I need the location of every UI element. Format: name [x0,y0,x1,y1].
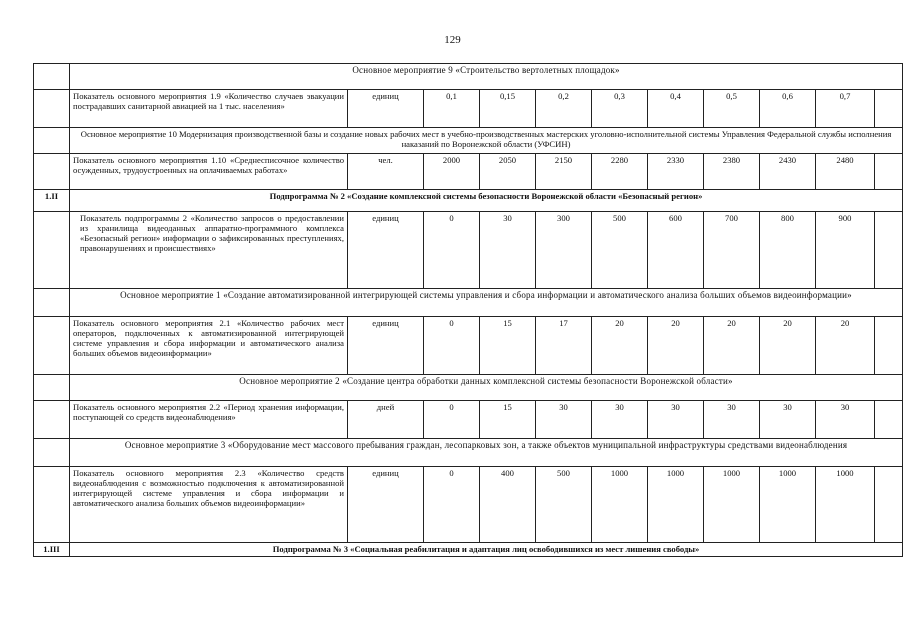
unit-cell: дней [348,401,424,439]
value-cell: 2380 [704,154,760,190]
value-cell: 30 [816,401,875,439]
value-cell: 2480 [816,154,875,190]
value-cell: 30 [536,401,592,439]
indicator-row [34,154,903,190]
activity-row [34,289,903,317]
activity-row [34,128,903,154]
value-cell: 2000 [424,154,480,190]
page-number: 129 [444,34,461,46]
indicator-name: Показатель основного мероприятия 2.3 «Количество средств видеонаблюдения с возможностью подключения к автоматизированной интегрирующей системе управления и сбора информации и автоматического анализа больших объемов видеоинформации» [70,467,348,543]
indicator-name: Показатель основного мероприятия 2.2 «Период хранения информации, поступающей со средств видеонаблюдения» [70,401,348,439]
value-cell: 600 [648,212,704,289]
code-cell [34,64,70,90]
unit-cell: единиц [348,212,424,289]
empty-cell [875,212,903,289]
value-cell: 2280 [592,154,648,190]
value-cell: 2430 [760,154,816,190]
value-cell: 20 [648,317,704,375]
value-cell: 20 [704,317,760,375]
empty-cell [875,401,903,439]
value-cell: 2050 [480,154,536,190]
value-cell: 0,3 [592,90,648,128]
code-cell [34,401,70,439]
code-cell [34,439,70,467]
value-cell: 0,15 [480,90,536,128]
value-cell: 30 [648,401,704,439]
empty-cell [875,467,903,543]
value-cell: 1000 [648,467,704,543]
subprogram-code: 1.II [34,190,70,212]
value-cell: 0,2 [536,90,592,128]
value-cell: 900 [816,212,875,289]
value-cell: 0,5 [704,90,760,128]
indicators-table [33,63,903,557]
value-cell: 0,7 [816,90,875,128]
value-cell: 2330 [648,154,704,190]
value-cell: 15 [480,317,536,375]
subprogram-code: 1.III [34,543,70,557]
indicator-name: Показатель основного мероприятия 2.1 «Количество рабочих мест операторов, подключенных к автоматизированной интегрирующей системе управления и сбора информации и автоматического анализа больших объемов видеоинформации» [70,317,348,375]
value-cell: 30 [704,401,760,439]
code-cell [34,90,70,128]
value-cell: 0,6 [760,90,816,128]
activity-row [34,375,903,401]
subprogram-row [34,543,903,557]
value-cell: 0 [424,467,480,543]
value-cell: 500 [536,467,592,543]
value-cell: 0 [424,212,480,289]
empty-cell [875,317,903,375]
value-cell: 20 [816,317,875,375]
value-cell: 15 [480,401,536,439]
empty-cell [875,154,903,190]
value-cell: 1000 [816,467,875,543]
value-cell: 0 [424,401,480,439]
indicator-row [34,317,903,375]
code-cell [34,467,70,543]
code-cell [34,154,70,190]
value-cell: 0,1 [424,90,480,128]
indicator-name: Показатель основного мероприятия 1.10 «Среднесписочное количество осужденных, трудоустроенных на оплачиваемых работах» [70,154,348,190]
activity-title: Основное мероприятие 3 «Оборудование мест массового пребывания граждан, лесопарковых зон, а также объектов муниципальной инфраструктуры средствами видеонаблюдения [70,439,903,467]
activity-title: Основное мероприятие 2 «Создание центра обработки данных комплексной системы безопасности Воронежской области» [70,375,903,401]
code-cell [34,128,70,154]
indicator-name: Показатель подпрограммы 2 «Количество запросов о предоставлении из хранилища видеоданных аппаратно-программного комплекса «Безопасный регион» информации о зафиксированных преступлениях, правонарушениях и происшествиях» [70,212,348,289]
value-cell: 800 [760,212,816,289]
indicator-row [34,212,903,289]
activity-title: Основное мероприятие 1 «Создание автоматизированной интегрирующей системы управления и сбора информации и автоматического анализа больших объемов видеоинформации» [70,289,903,317]
value-cell: 1000 [760,467,816,543]
value-cell: 30 [480,212,536,289]
indicator-row [34,90,903,128]
subprogram-row [34,190,903,212]
value-cell: 0,4 [648,90,704,128]
subprogram-title: Подпрограмма № 2 «Создание комплексной системы безопасности Воронежской области «Безопасный регион» [70,190,903,212]
code-cell [34,375,70,401]
code-cell [34,317,70,375]
unit-cell: единиц [348,90,424,128]
activity-title: Основное мероприятие 9 «Строительство вертолетных площадок» [70,64,903,90]
value-cell: 500 [592,212,648,289]
value-cell: 700 [704,212,760,289]
unit-cell: чел. [348,154,424,190]
value-cell: 20 [592,317,648,375]
unit-cell: единиц [348,317,424,375]
activity-title: Основное мероприятие 10 Модернизация производственной базы и создание новых рабочих мест в учебно-производственных мастерских уголовно-исполнительной системы Управления Федеральной службы исполнения наказаний по Воронежской области (УФСИН) [70,128,903,154]
activity-row [34,439,903,467]
value-cell: 300 [536,212,592,289]
indicator-name: Показатель основного мероприятия 1.9 «Количество случаев эвакуации пострадавших санитарной авиацией на 1 тыс. населения» [70,90,348,128]
subprogram-title: Подпрограмма № 3 «Социальная реабилитация и адаптация лиц освободившихся из мест лишения свободы» [70,543,903,557]
indicator-row [34,401,903,439]
empty-cell [875,90,903,128]
code-cell [34,289,70,317]
indicator-row [34,467,903,543]
value-cell: 30 [760,401,816,439]
value-cell: 1000 [592,467,648,543]
value-cell: 17 [536,317,592,375]
value-cell: 2150 [536,154,592,190]
value-cell: 30 [592,401,648,439]
value-cell: 400 [480,467,536,543]
value-cell: 1000 [704,467,760,543]
code-cell [34,212,70,289]
activity-row [34,64,903,90]
value-cell: 20 [760,317,816,375]
value-cell: 0 [424,317,480,375]
unit-cell: единиц [348,467,424,543]
